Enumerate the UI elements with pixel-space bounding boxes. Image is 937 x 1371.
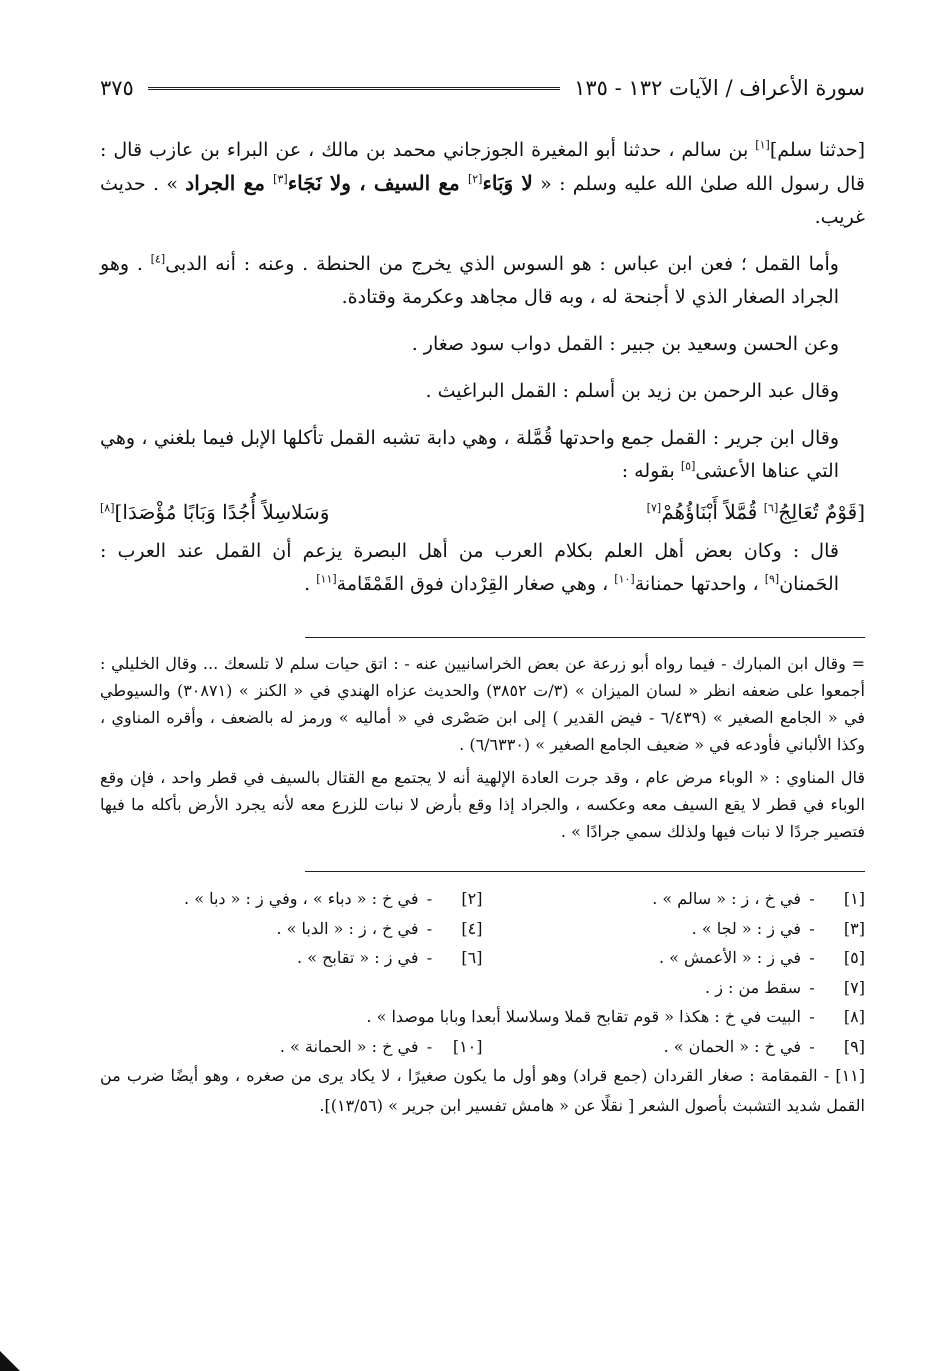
paragraph-4: وقال عبد الرحمن بن زيد بن أسلم : القمل البراغيث . [425, 380, 839, 402]
footnote-9: [٩] - في خ : « الحمان » . [663, 1036, 865, 1056]
footnote-7: [٧] - سقط من : ز . [705, 977, 865, 997]
footnote-row [100, 973, 865, 1003]
hadith-text: لا وَبَاء [482, 171, 533, 195]
footnote-row [100, 884, 865, 914]
footnote-ref-7: [٧] [646, 501, 662, 515]
footnote-ref-4: [٤] [150, 252, 166, 266]
footnote-ref-8: [٨] [100, 501, 115, 515]
verse-second-hemistich: وَسَلاسِلاً أُجُدًا وَبَابًا مُؤْصَدَا][٨] [100, 500, 330, 524]
footnote-10: [١٠] - في خ : « الحمانة » . [279, 1036, 483, 1056]
footnote-4: [٤] - في خ ، ز : « الدبا » . [276, 918, 483, 938]
continued-notes [100, 650, 865, 845]
footnote-ref-11: [١١] [316, 572, 337, 586]
header-rule [148, 87, 560, 90]
footnote-ref-9: [٩] [764, 572, 780, 586]
footnote-2: [٢] - في خ : « دباء » ، وفي ز : « دبا » . [184, 889, 483, 908]
paragraph-1: [حدثنا سلم][١] بن سالم ، حدثنا أبو المغيرة الجوزجاني محمد بن مالك ، عن البراء بن عازب قال : قال رسول الله صلىٰ الله عليه وسلم : « لا وَبَاء[٢] مع السيف ، ولا نَجَاء[٣] مع الجراد » . حديث غريب. [100, 138, 866, 228]
verse-first-hemistich: [قَوْمٌ تُعَالِجُ[٦] قُمَّلاً أَبْنَاؤُهُمْ[٧] [646, 500, 865, 524]
footnote-row [100, 1032, 865, 1062]
header-title: سورة الأعراف / الآيات ١٣٢ - ١٣٥ [574, 76, 865, 100]
footnote-ref-6: [٦] [763, 501, 779, 515]
page-number: ٣٧٥ [100, 76, 134, 100]
paragraph-6: قال : وكان بعض أهل العلم بكلام العرب من أهل البصرة يزعم أن القمل عند العرب : الحَمنان[٩] ، واحدتها حمنانة[١٠] ، وهي صغار القِرْدان فوق القَمْقَامة[١١] . [100, 540, 839, 595]
footnote-8: [٨] - البيت في خ : هكذا « قوم تقابح قملا وسلاسلا أبعدا وبابا موصدا » . [366, 1007, 865, 1026]
footnotes-divider [305, 871, 865, 872]
note-continuation: = وقال ابن المبارك - فيما رواه أبو زرعة عن بعض الخراسانيين عنه - : اتق حيات سلم لا تلسعك ... وقال الخليلي : أجمعوا على ضعفه انظر « لسان الميزان » (٣/ت ٣٨٥٢) والحديث عزاه الهندي في « الكنز » (٣٠٨٧١) والسيوطي في « الجامع الصغير » (٦/٤٣٩ - فيض القدير ) إلى ابن صَصْرى في « أماليه » ورمز له بالضعف ، وأقره المناوي ، وكذا الألباني فأودعه في « ضعيف الجامع الصغير » (٦/٦٣٣٠) . [100, 654, 866, 754]
paragraph-3: وعن الحسن وسعيد بن جبير : القمل دواب سود صغار . [411, 333, 839, 355]
paragraph-2: وأما القمل ؛ فعن ابن عباس : هو السوس الذي يخرج من الحنطة . وعنه : أنه الدبى[٤] . وهو الجراد الصغار الذي لا أجنحة له ، وبه قال مجاهد وعكرمة وقتادة. [100, 252, 839, 308]
footnote-ref-10: [١٠] [614, 572, 635, 586]
main-text [100, 134, 865, 601]
page-corner-mark [0, 1351, 20, 1371]
footnote-ref-3: [٣] [273, 172, 288, 186]
footnote-1: [١] - في خ ، ز : « سالم » . [652, 889, 865, 908]
note-munawi: قال المناوي : « الوباء مرض عام ، وقد جرت العادة الإلهية أنه لا يجتمع مع القتال بالسيف في قطر واحد ، فإن وقع الوباء في قطر لا يقع السيف معه وعكسه ، والجراد إذا وقع بأرض لا نبات للزرع معه لأنه يجرد الأرض بأكله ما فيها فتصير جردًا لا نبات فيها ولذلك سمي جرادًا » . [100, 768, 865, 841]
footnotes [100, 884, 865, 1120]
footnote-5: [٥] - في ز : « الأعمش » . [658, 948, 865, 967]
footnote-row [100, 943, 865, 973]
poetry-verse [100, 496, 865, 529]
running-header [100, 70, 865, 106]
paragraph-5: وقال ابن جرير : القمل جمع واحدتها قُمَّلة ، وهي دابة تشبه القمل تأكلها الإبل فيما بلغني ، وهي التي عناها الأعشى[٥] بقوله : [100, 427, 839, 482]
notes-divider [305, 637, 865, 638]
footnote-row [100, 1002, 865, 1032]
book-page [100, 70, 865, 1120]
footnote-ref-2: [٢] [467, 172, 483, 186]
footnote-11: [١١] - القمقامة : صغار القردان (جمع قراد) وهو أول ما يكون صغيرًا ، لا يكاد يرى من صغره ، وهو أيضًا ضرب من القمل شديد التشبث بأصول الشعر [ نقلًا عن « هامش تفسير ابن جرير » (١٣/٥٦)]. [100, 1066, 865, 1115]
footnote-ref-1: [١] [755, 138, 770, 152]
footnote-row [100, 914, 865, 944]
footnote-6: [٦] - في ز : « تقابح » . [297, 948, 483, 967]
footnote-3: [٣] - في ز : « لجا » . [691, 918, 865, 938]
footnote-ref-5: [٥] [680, 459, 696, 473]
